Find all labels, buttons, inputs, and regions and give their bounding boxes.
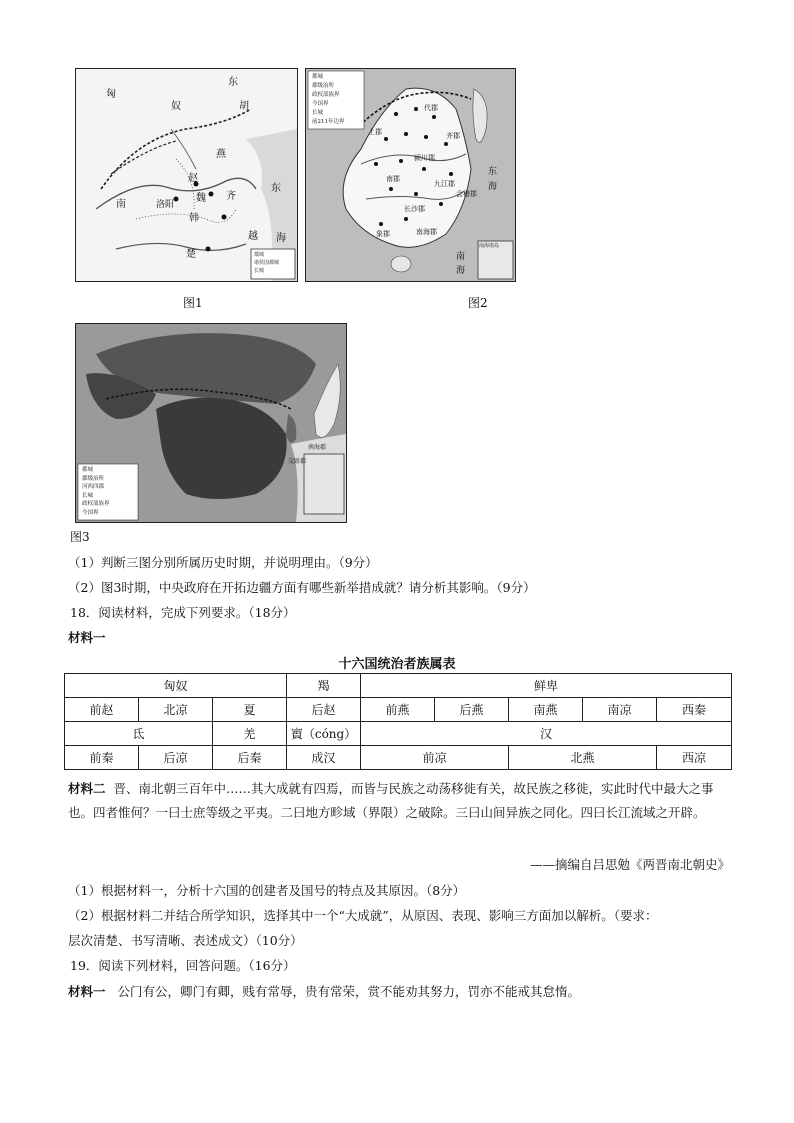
- legend-item: 长城: [254, 268, 265, 274]
- table-cell: 賨（cóng）: [287, 722, 361, 746]
- question-19-heading: 19．阅读下列材料，回答问题。（16分）: [70, 958, 296, 973]
- figure-1-map: [75, 68, 298, 282]
- table-row: [65, 746, 732, 770]
- fig2-label: 代郡: [424, 104, 438, 112]
- question-18-2-cont: 层次清楚、书写清晰、表述成文）（10分）: [68, 933, 303, 948]
- legend-item: 都城: [254, 252, 265, 258]
- table-cell: 西秦: [657, 698, 732, 722]
- figure-2-map: [305, 68, 516, 282]
- fig2-label: 长沙郡: [404, 205, 425, 213]
- fig1-legend: [254, 251, 279, 275]
- fig1-label: 奴: [171, 101, 181, 112]
- legend-item: 政权部族界: [82, 501, 110, 507]
- fig1-label: 齐: [226, 191, 236, 202]
- fig2-label: 齐郡: [446, 132, 460, 140]
- legend-item: 今国界: [82, 509, 99, 516]
- fig1-label: 楚: [186, 249, 196, 260]
- legend-item: 长城: [312, 110, 324, 116]
- fig2-label: 南海郡: [416, 228, 437, 236]
- fig2-label: 会稽郡: [456, 190, 477, 198]
- table-cell: 北燕: [509, 746, 657, 770]
- figure-3-map: [75, 323, 347, 523]
- fig2-label: 上郡: [368, 128, 382, 136]
- fig1-label: 越: [248, 231, 258, 242]
- material-1-label: 材料一: [68, 630, 106, 645]
- fig1-label: 海: [276, 233, 286, 244]
- fig2-label: 南海诸岛: [479, 243, 500, 249]
- fig1-label: 胡: [239, 101, 249, 112]
- table-cell: 前凉: [361, 746, 509, 770]
- table-row: [65, 698, 732, 722]
- table-title: 十六国统治者族属表: [338, 657, 456, 672]
- legend-item: 郡级治所: [82, 475, 105, 482]
- fig3-label: 南海郡: [308, 444, 327, 451]
- table-cell: 南燕: [509, 698, 583, 722]
- table-cell: 南凉: [583, 698, 657, 722]
- question-17-2: （2）图3时期，中央政府在开拓边疆方面有哪些新举措成就？请分析其影响。（9分）: [68, 580, 536, 595]
- q19-material-1-label: 材料一: [68, 984, 106, 999]
- question-17-1: （1）判断三图分别所属历史时期，并说明理由。（9分）: [68, 555, 378, 570]
- material-2-label: 材料二: [68, 781, 106, 796]
- fig1-label: 南: [116, 199, 126, 210]
- legend-item: 诸侯国都城: [254, 260, 280, 266]
- fig2-label: 东: [488, 167, 498, 177]
- table-cell: 羌: [213, 722, 287, 746]
- legend-item: 都城: [82, 467, 94, 473]
- fig1-label: 燕: [216, 149, 226, 160]
- fig2-legend: [312, 73, 345, 127]
- fig2-label: 海: [456, 266, 466, 276]
- fig2-label: 南郡: [386, 175, 400, 183]
- table-cell: 鲜卑: [361, 674, 732, 698]
- material-2-source: ——摘编自吕思勉《两晋南北朝史》: [529, 857, 730, 872]
- legend-item: 今国界: [312, 101, 329, 107]
- figure-1-caption: 图1: [183, 296, 203, 310]
- legend-item: 河西四郡: [82, 484, 105, 490]
- legend-item: 长城: [82, 492, 94, 499]
- legend-item: 政权部族界: [312, 92, 340, 98]
- fig2-label: 颍川郡: [414, 154, 435, 162]
- fig2-label: 象郡: [376, 230, 390, 238]
- table-cell: 前燕: [361, 698, 435, 722]
- legend-item: 都城: [312, 74, 324, 80]
- table-row: [65, 674, 732, 698]
- ethnicity-table: [64, 673, 732, 770]
- fig1-label: 东: [228, 77, 238, 88]
- table-cell: 后赵: [287, 698, 361, 722]
- fig3-label: 交趾郡: [288, 458, 307, 465]
- material-2: [68, 777, 730, 825]
- table-cell: 西凉: [657, 746, 732, 770]
- q19-material-1: [68, 982, 580, 1000]
- table-cell: 羯: [287, 674, 361, 698]
- q19-material-1-text: 公门有公，卿门有卿，贱有常辱，贵有常荣，赏不能劝其努力，罚亦不能戒其怠惰。: [117, 984, 580, 999]
- table-cell: 后燕: [435, 698, 509, 722]
- table-cell: 匈奴: [65, 674, 287, 698]
- legend-item: 前211年边界: [312, 119, 345, 125]
- table-cell: 前赵: [65, 698, 139, 722]
- table-cell: 夏: [213, 698, 287, 722]
- question-18-2: （2）根据材料二并结合所学知识，选择其中一个“大成就”，从原因、表现、影响三方面加以解析。（要求：: [68, 908, 658, 923]
- fig1-label: 赵: [188, 173, 198, 184]
- fig2-label: 海: [488, 182, 498, 192]
- fig1-label: 魏: [196, 193, 206, 204]
- fig1-label: 韩: [189, 213, 199, 224]
- question-18-heading: 18．阅读材料，完成下列要求。（18分）: [70, 605, 296, 620]
- figure-2-caption: 图2: [468, 296, 488, 310]
- figure-3-caption: 图3: [70, 530, 90, 544]
- fig2-label: 九江郡: [434, 180, 455, 188]
- table-cell: 汉: [361, 722, 732, 746]
- fig3-legend: [82, 466, 110, 517]
- fig1-label: 洛阳: [156, 200, 175, 210]
- table-cell: 氐: [65, 722, 213, 746]
- table-cell: 北凉: [139, 698, 213, 722]
- table-row: [65, 722, 732, 746]
- table-cell: 后凉: [139, 746, 213, 770]
- fig2-label: 南: [456, 252, 466, 262]
- material-2-text: 晋、南北朝三百年中……其大成就有四焉，而皆与民族之动荡移徙有关，故民族之移徙，实此时代中最大之事也。四者惟何？一曰士庶等级之平夷。二曰地方畛域（界限）之破除。三曰山间异族之同化。四曰长江流域之开辟。: [68, 781, 714, 820]
- table-cell: 成汉: [287, 746, 361, 770]
- fig1-label: 东: [271, 183, 281, 194]
- fig1-label: 匈: [106, 89, 116, 100]
- question-18-1: （1）根据材料一，分析十六国的创建者及国号的特点及其原因。（8分）: [68, 883, 466, 898]
- table-cell: 前秦: [65, 746, 139, 770]
- table-cell: 后秦: [213, 746, 287, 770]
- legend-item: 郡级治所: [312, 83, 335, 89]
